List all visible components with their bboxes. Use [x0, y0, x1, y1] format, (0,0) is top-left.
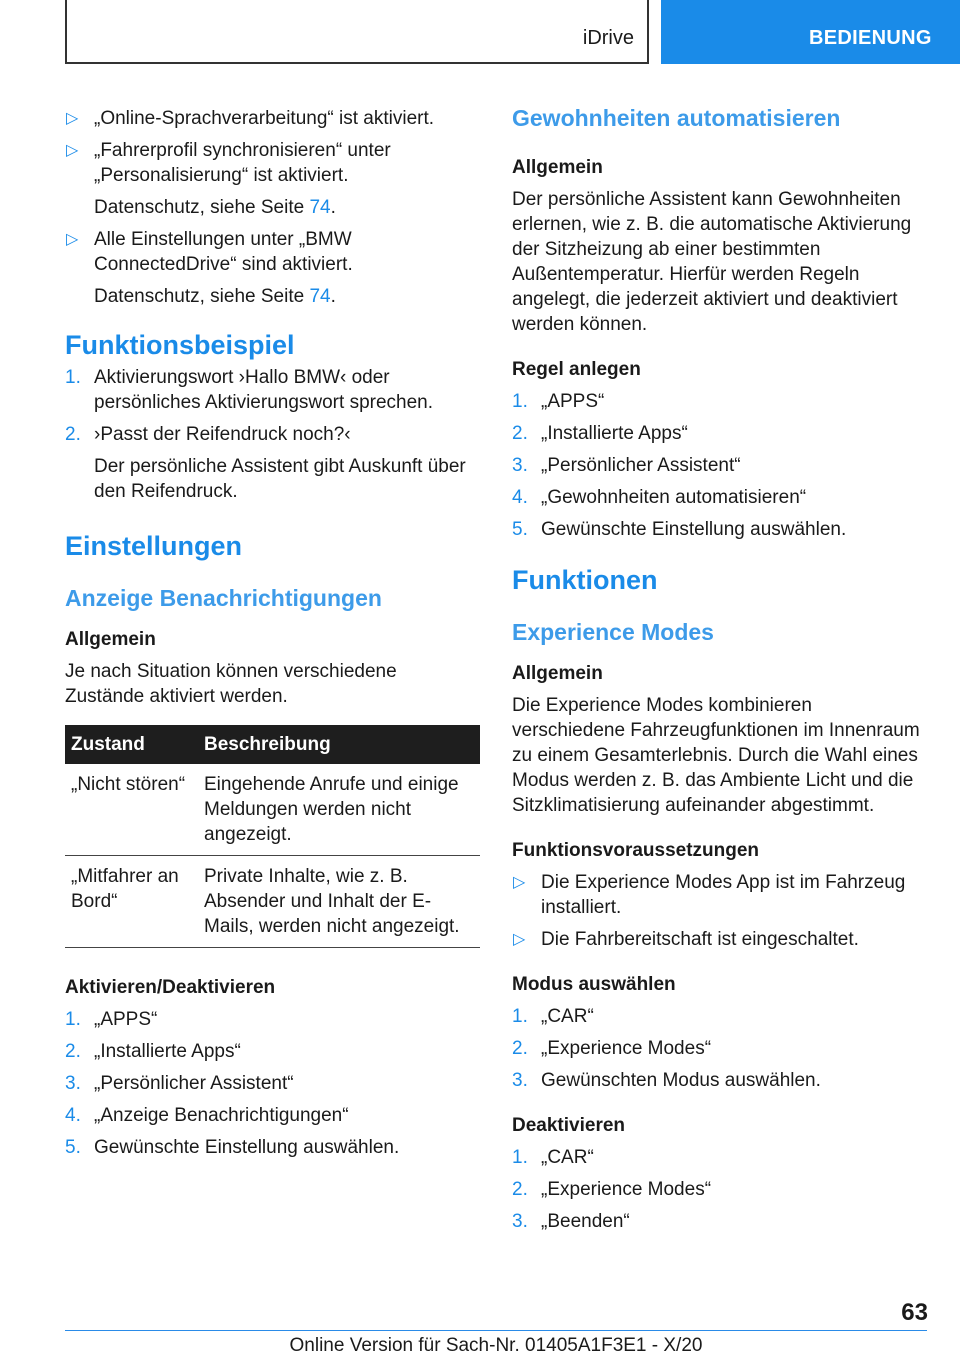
- list-number: 1.: [512, 391, 528, 412]
- step-note: Der persönliche Assistent gibt Auskunft über den Reifendruck.: [94, 456, 466, 502]
- triangle-bullet-icon: ▷: [513, 931, 526, 948]
- text: „Online-Sprachverarbeitung“ ist aktiviert.: [94, 108, 435, 129]
- triangle-bullet-icon: ▷: [66, 142, 79, 159]
- table-header: Zustand: [65, 725, 198, 764]
- subsection-title: Experience Modes: [512, 619, 714, 645]
- list-item: [512, 1036, 927, 1061]
- text: „Persönlicher Assistent“: [94, 1073, 294, 1094]
- list-number: 2.: [512, 1179, 528, 1200]
- text: „APPS“: [541, 391, 605, 412]
- text: „Mitfahrer an Bord“: [65, 856, 198, 948]
- list-item: [65, 227, 480, 277]
- list-number: 4.: [65, 1105, 81, 1126]
- page-link[interactable]: 74: [309, 197, 331, 218]
- text: Gewünschte Einstellung auswählen.: [94, 1137, 400, 1158]
- list-number: 2.: [65, 1041, 81, 1062]
- text: .: [330, 286, 336, 307]
- page-link[interactable]: 74: [309, 286, 331, 307]
- list-item: [65, 1103, 480, 1128]
- text: „Fahrerprofil synchronisieren“ unter „Personalisierung“ ist aktiviert.: [94, 140, 391, 186]
- text: Aktivierungswort ›Hallo BMW‹ oder persönliches Aktivierungswort sprechen.: [94, 367, 434, 413]
- text: Gewünschte Einstellung auswählen.: [541, 519, 847, 540]
- subsection-title: Anzeige Benachrichtigungen: [65, 585, 382, 611]
- text: Datenschutz, siehe Seite: [94, 286, 310, 307]
- paragraph-heading: Aktivieren/Deaktivieren: [65, 977, 276, 998]
- list-item: [65, 106, 480, 131]
- text: Die Fahrbereitschaft ist eingeschaltet.: [541, 929, 859, 950]
- list-number: 3.: [512, 1211, 528, 1232]
- list-item: [65, 138, 480, 188]
- list-item: [65, 1071, 480, 1096]
- text: „Beenden“: [541, 1211, 630, 1232]
- section-title: Einstellungen: [65, 531, 243, 561]
- privacy-reference: [65, 195, 480, 220]
- footer-text: Online Version für Sach-Nr. 01405A1F3E1 - X/20: [289, 1335, 703, 1356]
- list-number: 3.: [512, 1070, 528, 1091]
- text: Gewünschten Modus auswählen.: [541, 1070, 821, 1091]
- privacy-reference: [65, 284, 480, 309]
- text: Alle Einstellungen unter „BMW ConnectedDrive“ sind aktiviert.: [94, 229, 353, 275]
- list-number: 4.: [512, 487, 528, 508]
- list-item: [65, 422, 480, 447]
- list-item: [512, 1209, 927, 1234]
- list-item: [65, 365, 480, 415]
- triangle-bullet-icon: ▷: [513, 874, 526, 891]
- list-number: 2.: [512, 1038, 528, 1059]
- text: „Experience Modes“: [541, 1179, 712, 1200]
- list-number: 1.: [512, 1147, 528, 1168]
- text: Datenschutz, siehe Seite: [94, 197, 310, 218]
- text: Die Experience Modes App ist im Fahrzeug installiert.: [541, 872, 906, 918]
- list-item: [512, 389, 927, 414]
- list-item: [512, 453, 927, 478]
- text: „APPS“: [94, 1009, 158, 1030]
- list-item: [512, 1145, 927, 1170]
- text: „CAR“: [541, 1147, 594, 1168]
- list-number: 2.: [512, 423, 528, 444]
- text: ›Passt der Reifendruck noch?‹: [94, 424, 351, 445]
- header-frame: [65, 0, 649, 64]
- paragraph: Die Experience Modes kombinieren verschiedene Fahrzeugfunktionen im Innenraum zu einem Gesamterlebnis. Durch die Wahl eines Modus werden z. B. das Ambiente Licht und die Sitzklimatisierung aufeinander abgestimmt.: [512, 695, 920, 816]
- paragraph: Je nach Situation können verschiedene Zustände aktiviert werden.: [65, 661, 397, 707]
- text: .: [330, 197, 336, 218]
- list-item: [65, 1135, 480, 1160]
- list-item: [512, 1068, 927, 1093]
- right-column: [512, 104, 927, 1234]
- text: Private Inhalte, wie z. B. Absender und Inhalt der E-Mails, werden nicht angezeigt.: [198, 856, 480, 948]
- text: „Nicht stören“: [65, 764, 198, 856]
- text: „Anzeige Benachrichtigungen“: [94, 1105, 349, 1126]
- text: „Installierte Apps“: [94, 1041, 241, 1062]
- section-title: Funktionen: [512, 565, 658, 595]
- triangle-bullet-icon: ▷: [66, 231, 79, 248]
- footer-divider: [65, 1330, 927, 1331]
- left-column: [65, 100, 480, 1160]
- list-number: 1.: [512, 1006, 528, 1027]
- list-item: [512, 1177, 927, 1202]
- table-row: [65, 856, 480, 948]
- table-row: [65, 764, 480, 856]
- list-number: 2.: [65, 424, 81, 445]
- list-item: [512, 870, 927, 920]
- triangle-bullet-icon: ▷: [66, 110, 79, 127]
- list-item: [512, 421, 927, 446]
- text: „Installierte Apps“: [541, 423, 688, 444]
- list-item: [512, 485, 927, 510]
- list-number: 5.: [65, 1137, 81, 1158]
- paragraph-heading: Allgemein: [512, 157, 603, 178]
- list-item: [512, 927, 927, 952]
- text: „Gewohnheiten automatisieren“: [541, 487, 807, 508]
- list-number: 3.: [512, 455, 528, 476]
- list-number: 1.: [65, 1009, 81, 1030]
- paragraph-heading: Modus auswählen: [512, 974, 676, 995]
- list-item: [512, 517, 927, 542]
- text: Eingehende Anrufe und einige Meldungen werden nicht angezeigt.: [198, 764, 480, 856]
- text: „Experience Modes“: [541, 1038, 712, 1059]
- header-section-title: iDrive: [582, 27, 634, 49]
- subsection-title: Gewohnheiten automatisieren: [512, 105, 841, 131]
- list-item: [65, 1007, 480, 1032]
- states-table: [65, 725, 480, 948]
- table-header: Beschreibung: [198, 725, 480, 764]
- list-number: 5.: [512, 519, 528, 540]
- list-number: 3.: [65, 1073, 81, 1094]
- page-number: 63: [901, 1299, 928, 1326]
- paragraph-heading: Funktionsvoraussetzungen: [512, 840, 760, 861]
- text: „CAR“: [541, 1006, 594, 1027]
- section-title: Funktionsbeispiel: [65, 330, 295, 360]
- list-number: 1.: [65, 367, 81, 388]
- paragraph-heading: Regel anlegen: [512, 359, 641, 380]
- paragraph-heading: Allgemein: [65, 629, 156, 650]
- list-item: [65, 1039, 480, 1064]
- list-item: [512, 1004, 927, 1029]
- paragraph-heading: Allgemein: [512, 663, 603, 684]
- paragraph-heading: Deaktivieren: [512, 1115, 626, 1136]
- text: „Persönlicher Assistent“: [541, 455, 741, 476]
- paragraph: Der persönliche Assistent kann Gewohnheiten erlernen, wie z. B. die automatische Aktivierung der Sitzheizung ab einer bestimmten Außentemperatur. Hierfür werden Regeln angelegt, die jederzeit aktiviert und deaktiviert werden können.: [512, 189, 912, 335]
- header-chapter-label: BEDIENUNG: [809, 27, 932, 49]
